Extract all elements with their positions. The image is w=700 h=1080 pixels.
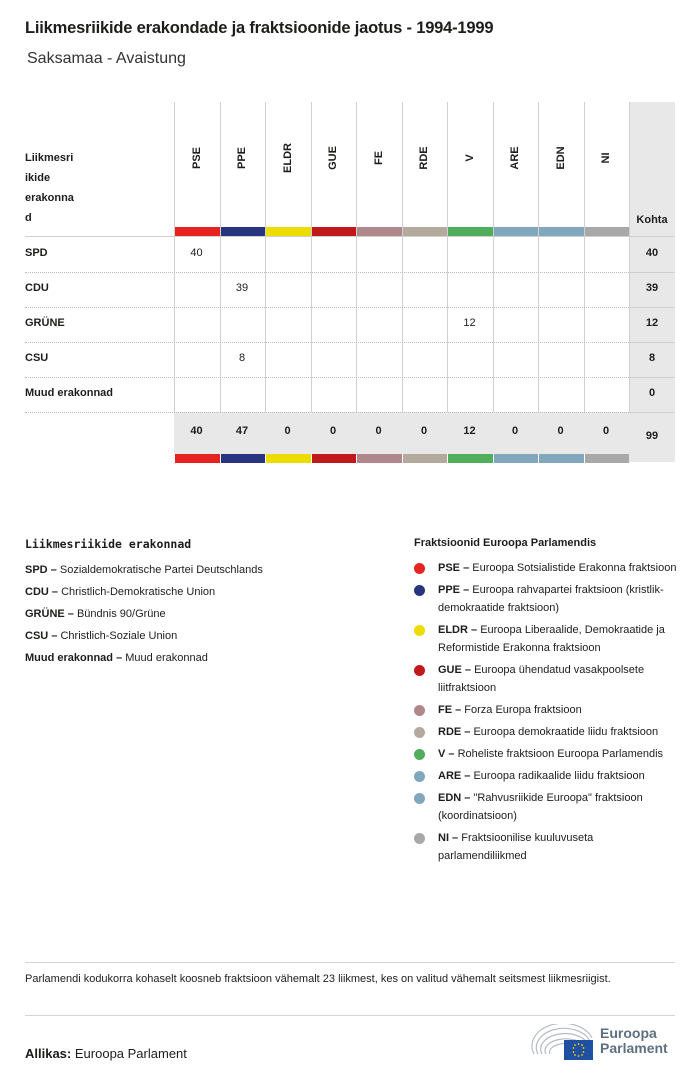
column-total: 0: [420, 425, 428, 437]
party-legend: [25, 537, 263, 669]
group-color-bar-edn: [539, 227, 584, 236]
group-color-bar-bottom-v: [448, 454, 493, 463]
color-dot-icon: [414, 771, 425, 782]
group-color-bar-v: [448, 227, 493, 236]
group-legend-item-ppe: PPE – Euroopa rahvapartei fraktsioon (kristlik-demokraatide fraktsioon): [414, 581, 679, 617]
group-color-bar-rde: [403, 227, 448, 236]
divider: [25, 962, 675, 963]
party-legend-item: CSU – Christlich-Soziale Union: [25, 630, 178, 642]
table-cell: 12: [463, 317, 476, 329]
group-color-bar-bottom-rde: [403, 454, 448, 463]
header-divider: [25, 236, 675, 237]
logo-text: Euroopa Parlament: [600, 1025, 668, 1056]
column-total: 0: [329, 425, 337, 437]
column-total: 0: [375, 425, 382, 437]
footnote: Parlamendi kodukorra kohaselt koosneb fraktsioon vähemalt 23 liikmest, kes on valitud vähemalt seitsmest liikmesriigist.: [25, 973, 611, 985]
row-label: SPD: [25, 247, 48, 259]
color-dot-icon: [414, 749, 425, 760]
column-header-rde: RDE: [418, 146, 430, 170]
group-legend-item-fe: FE – Forza Europa fraktsioon: [414, 701, 679, 719]
row-total: 0: [648, 387, 656, 399]
group-color-bar-bottom-are: [494, 454, 539, 463]
color-dot-icon: [414, 665, 425, 676]
divider: [25, 1015, 675, 1016]
row-divider: [25, 377, 629, 378]
row-total: 8: [648, 352, 656, 364]
group-color-bar-ppe: [221, 227, 266, 236]
group-legend-item-pse: PSE – Euroopa Sotsialistide Erakonna fraktsioon: [414, 559, 679, 577]
group-legend-title: Fraktsioonid Euroopa Parlamendis: [414, 537, 597, 549]
color-dot-icon: [414, 833, 425, 844]
table-cell: 39: [235, 282, 249, 294]
column-header-ni: NI: [600, 152, 612, 164]
column-header-ppe: PPE: [236, 146, 248, 170]
hemicycle-icon: [530, 1024, 595, 1062]
group-color-bar-bottom-pse: [175, 454, 220, 463]
column-header-v: V: [463, 154, 476, 162]
grand-total: 99: [645, 430, 659, 442]
color-dot-icon: [414, 793, 425, 804]
color-dot-icon: [414, 563, 425, 574]
source: [25, 1046, 187, 1061]
column-header-eldr: ELDR: [281, 143, 294, 173]
row-label: GRÜNE: [25, 317, 65, 329]
row-divider: [25, 342, 629, 343]
group-legend-item-rde: RDE – Euroopa demokraatide liidu fraktsioon: [414, 723, 679, 741]
total-row-divider: [629, 272, 675, 273]
row-label: Muud erakonnad: [25, 387, 114, 399]
row-label: CSU: [25, 352, 49, 364]
group-color-bar-pse: [175, 227, 220, 236]
row-divider: [25, 307, 629, 308]
column-total: 0: [602, 425, 610, 437]
row-total: 40: [645, 247, 659, 259]
column-total: 0: [511, 425, 519, 437]
group-color-bar-bottom-eldr: [266, 454, 311, 463]
source-value: Euroopa Parlament: [74, 1046, 187, 1061]
group-legend-item-are: ARE – Euroopa radikaalide liidu fraktsioon: [414, 767, 679, 785]
color-dot-icon: [414, 625, 425, 636]
group-color-bar-gue: [312, 227, 357, 236]
group-legend-item-edn: EDN – "Rahvusriikide Euroopa" fraktsioon (koordinatsioon): [414, 789, 679, 825]
color-dot-icon: [414, 727, 425, 738]
row-total: 12: [645, 317, 659, 329]
table-cell: 8: [238, 352, 246, 364]
group-legend-item-gue: GUE – Euroopa ühendatud vasakpoolsete liitfraktsioon: [414, 661, 679, 697]
total-row-divider: [629, 342, 675, 343]
party-legend-title: Liikmesriikide erakonnad: [25, 537, 192, 551]
group-legend-item-v: V – Roheliste fraktsioon Euroopa Parlamendis: [414, 745, 679, 763]
page-title: Liikmesriikide erakondade ja fraktsioonide jaotus - 1994-1999: [25, 19, 494, 37]
column-total: 47: [235, 425, 249, 437]
column-total: 12: [463, 425, 476, 437]
table-cell: 40: [190, 247, 203, 259]
column-header-are: ARE: [509, 146, 521, 170]
source-label: Allikas:: [25, 1046, 72, 1061]
group-color-bar-fe: [357, 227, 402, 236]
color-dot-icon: [414, 705, 425, 716]
column-header-fe: FE: [372, 150, 385, 166]
row-total: 39: [645, 282, 659, 294]
distribution-table: [25, 102, 675, 464]
column-header-gue: GUE: [327, 146, 339, 170]
row-label: CDU: [25, 282, 49, 294]
total-row-divider: [629, 377, 675, 378]
party-legend-item: SPD – Sozialdemokratische Partei Deutschlands: [25, 564, 263, 576]
column-total: 0: [284, 425, 291, 437]
column-header-pse: PSE: [190, 146, 203, 170]
group-color-bar-bottom-fe: [357, 454, 402, 463]
color-dot-icon: [414, 585, 425, 596]
total-column-header: Kohta: [636, 214, 668, 226]
group-color-bar-bottom-ppe: [221, 454, 266, 463]
group-legend-item-ni: NI – Fraktsioonilise kuuluvuseta parlamendiliikmed: [414, 829, 679, 865]
eu-flag-icon: [564, 1040, 593, 1060]
european-parliament-logo: [530, 1024, 680, 1064]
group-color-bar-bottom-edn: [539, 454, 584, 463]
group-color-bar-bottom-gue: [312, 454, 357, 463]
row-divider: [25, 272, 629, 273]
group-color-bar-are: [494, 227, 539, 236]
page-subtitle: Saksamaa - Avaistung: [27, 50, 186, 67]
column-header-edn: EDN: [554, 146, 567, 170]
group-color-bar-ni: [585, 227, 630, 236]
group-legend: [414, 537, 679, 869]
total-row-divider: [629, 412, 675, 413]
group-legend-item-eldr: ELDR – Euroopa Liberaalide, Demokraatide ja Reformistide Erakonna fraktsioon: [414, 621, 679, 657]
group-color-bar-bottom-ni: [585, 454, 630, 463]
party-legend-item: Muud erakonnad – Muud erakonnad: [25, 652, 208, 664]
row-divider: [25, 412, 629, 413]
row-header-label: Liikmesri ikide erakonna d: [25, 152, 74, 224]
column-total: 40: [190, 425, 203, 437]
column-total: 0: [557, 425, 564, 437]
party-legend-item: CDU – Christlich-Demokratische Union: [25, 586, 216, 598]
group-color-bar-eldr: [266, 227, 311, 236]
party-legend-item: GRÜNE – Bündnis 90/Grüne: [25, 608, 166, 620]
total-row-divider: [629, 307, 675, 308]
